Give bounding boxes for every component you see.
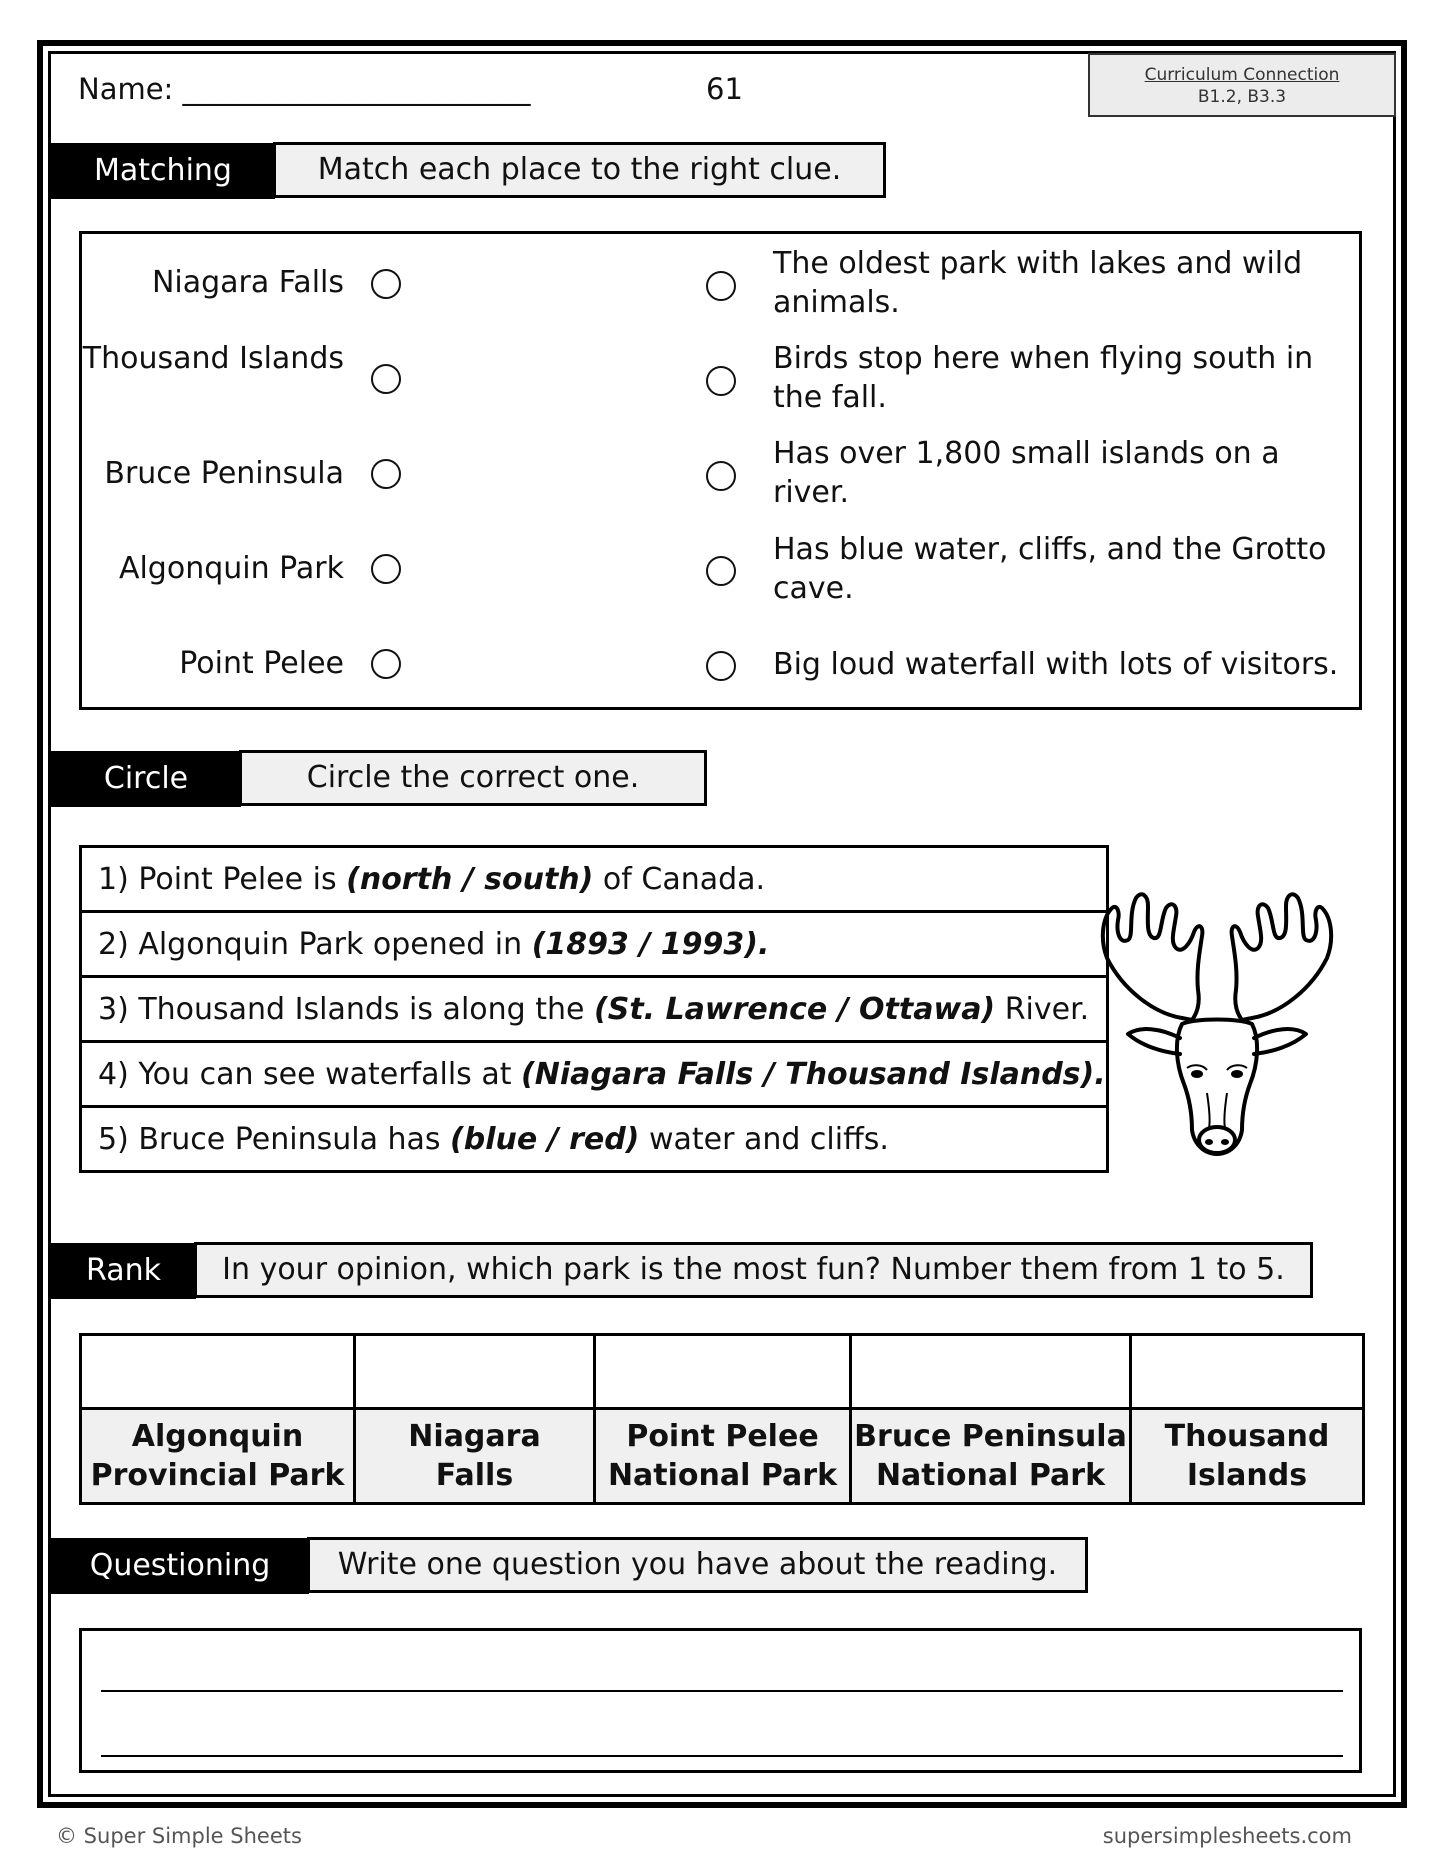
park-name: National Park [607,1458,838,1493]
questioning-instruction: Write one question you have about the reading. [307,1537,1088,1593]
clue-item: The oldest park with lakes and wild animals. [773,246,1303,320]
question-row [81,977,1108,1042]
clue-match-circle[interactable] [706,461,736,491]
place-item: Algonquin Park [118,551,344,586]
rank-input-row [81,1335,1364,1409]
curriculum-connection [1088,53,1396,117]
park-name: Bruce Peninsula [854,1419,1127,1454]
clue-match-circle[interactable] [706,271,736,301]
place-item: Thousand Islands [82,341,344,376]
park-name: Algonquin [131,1419,304,1454]
park-name-cell [851,1409,1131,1504]
answer-line[interactable] [101,1690,1343,1692]
clue-item: Has over 1,800 small islands on a river. [773,436,1280,510]
rank-input-cell[interactable] [1131,1335,1364,1409]
question-text: 1) Point Pelee is [98,861,347,897]
park-name: Thousand [1164,1419,1330,1454]
place-match-circle[interactable] [371,269,401,299]
park-name: Falls [435,1458,514,1493]
question-row [81,912,1108,977]
rank-input-cell[interactable] [355,1335,595,1409]
question-row [81,1042,1108,1107]
question-text: 5) Bruce Peninsula has [98,1121,451,1157]
clue-match-circle[interactable] [706,651,736,681]
clue-match-circle[interactable] [706,366,736,396]
answer-line[interactable] [101,1755,1343,1757]
park-name-cell [81,1409,355,1504]
question-text: 3) Thousand Islands is along the [98,991,594,1027]
question-text: 2) Algonquin Park opened in [98,926,532,962]
name-field[interactable]: Name: ________________________ [78,72,531,106]
question-text: of Canada. [593,861,766,897]
page-number: 61 [706,72,743,106]
place-item: Point Pelee [179,646,344,681]
curriculum-title: Curriculum Connection [1144,65,1340,85]
place-item: Niagara Falls [151,265,344,300]
question-choice[interactable]: (Niagara Falls / Thousand Islands). [521,1056,1106,1092]
park-name: Point Pelee [626,1419,819,1454]
rank-instruction: In your opinion, which park is the most fun? Number them from 1 to 5. [194,1242,1313,1298]
rank-input-cell[interactable] [851,1335,1131,1409]
circle-label: Circle [51,751,241,807]
place-match-circle[interactable] [371,364,401,394]
place-match-circle[interactable] [371,649,401,679]
matching-label: Matching [51,143,275,199]
matching-instruction: Match each place to the right clue. [273,142,886,198]
circle-instruction: Circle the correct one. [239,750,707,806]
question-row [81,1107,1108,1172]
question-text: 4) You can see waterfalls at [98,1056,522,1092]
question-answer-box[interactable] [79,1628,1362,1773]
place-item: Bruce Peninsula [104,456,344,491]
footer-website[interactable]: supersimplesheets.com [1102,1824,1352,1848]
question-row [81,847,1108,912]
question-choice[interactable]: (St. Lawrence / Ottawa) [594,991,996,1027]
question-text: water and cliffs. [639,1121,889,1157]
rank-input-cell[interactable] [81,1335,355,1409]
clue-match-circle[interactable] [706,556,736,586]
clue-item: Big loud waterfall with lots of visitors. [773,647,1339,682]
park-name: Islands [1186,1458,1308,1493]
park-name: National Park [875,1458,1106,1493]
curriculum-codes: B1.2, B3.3 [1197,87,1287,107]
question-choice[interactable]: (blue / red) [450,1121,640,1157]
question-choice[interactable]: (north / south) [346,861,594,897]
moose-illustration [1062,878,1372,1178]
rank-label: Rank [51,1243,196,1299]
park-name-cell [355,1409,595,1504]
park-name-cell [1131,1409,1364,1504]
rank-input-cell[interactable] [595,1335,851,1409]
questioning-label: Questioning [51,1538,309,1594]
park-name: Niagara [408,1419,541,1454]
park-name-cell [595,1409,851,1504]
park-name: Provincial Park [90,1458,345,1493]
clue-item: Has blue water, cliffs, and the Grotto cave. [773,532,1327,606]
circle-questions-table [79,845,1109,1173]
place-match-circle[interactable] [371,459,401,489]
question-text: River. [995,991,1090,1027]
question-choice[interactable]: (1893 / 1993). [531,926,770,962]
rank-park-row [81,1409,1364,1504]
clue-item: Birds stop here when flying south in the fall. [773,341,1314,415]
footer-copyright: © Super Simple Sheets [56,1824,302,1848]
place-match-circle[interactable] [371,554,401,584]
rank-table [79,1333,1365,1505]
